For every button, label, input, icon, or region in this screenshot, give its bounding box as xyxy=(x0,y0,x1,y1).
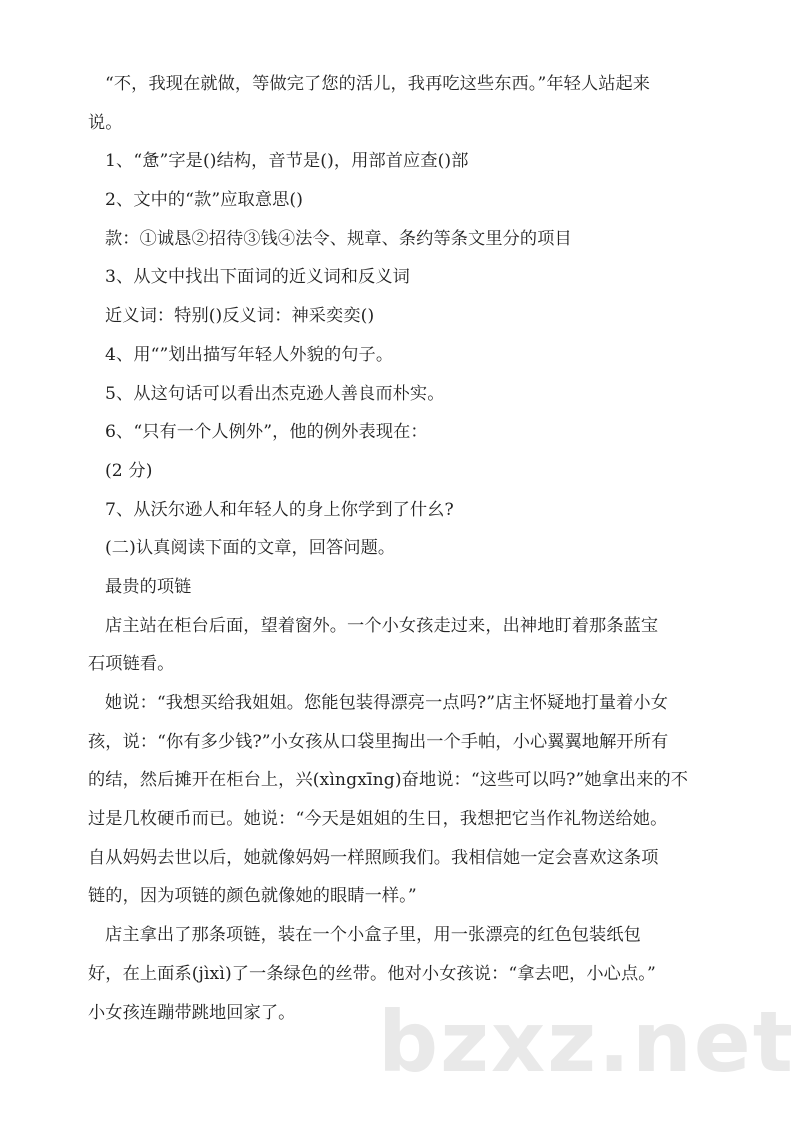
paragraph xyxy=(88,419,728,458)
text-line: 好，在上面系(jìxì)了一条绿色的丝带。他对小女孩说：“拿去吧，小心点。” xyxy=(88,963,656,984)
text-line: 6、“只有一个人例外”，他的例外表现在： xyxy=(105,422,428,443)
paragraph xyxy=(88,187,728,226)
paragraph xyxy=(88,264,728,303)
text-line: 她说：“我想买给我姐姐。您能包装得漂亮一点吗?”店主怀疑地打量着小女 xyxy=(105,693,669,713)
paragraph xyxy=(88,458,728,497)
text-line: 小女孩连蹦带跳地回家了。 xyxy=(88,1002,296,1023)
text-line: (二)认真阅读下面的文章，回答问题。 xyxy=(105,538,396,559)
text-line: 款：①诚恳②招待③钱④法令、规章、条约等条文里分的项目 xyxy=(105,228,572,249)
paragraph xyxy=(88,226,728,265)
paragraph xyxy=(88,613,728,690)
paragraph xyxy=(88,497,728,536)
watermark: bzxz.net xyxy=(378,993,795,1091)
text-line: 自从妈妈去世以后，她就像妈妈一样照顾我们。我相信她一定会喜欢这条项 xyxy=(88,847,659,868)
text-line: 石项链看。 xyxy=(88,654,175,675)
text-line: 店主站在柜台后面，望着窗外。一个小女孩走过来，出神地盯着那条蓝宝 xyxy=(105,615,659,636)
text-line: (2 分) xyxy=(105,460,153,481)
text-line: 链的，因为项链的颜色就像她的眼睛一样。” xyxy=(88,886,417,907)
paragraph xyxy=(88,690,728,922)
paragraph xyxy=(88,574,728,613)
text-line: 2、文中的“款”应取意思() xyxy=(105,190,304,211)
text-line: 的结，然后摊开在柜台上，兴(xìngxīng)奋地说：“这些可以吗?”她拿出来的不 xyxy=(88,770,689,791)
text-line: 4、用“”划出描写年轻人外貌的句子。 xyxy=(105,344,394,365)
paragraph xyxy=(88,381,728,420)
text-line: 说。 xyxy=(88,112,123,133)
paragraph xyxy=(88,303,728,342)
text-line: 最贵的项链 xyxy=(105,576,192,597)
paragraph xyxy=(88,148,728,187)
paragraph xyxy=(88,71,728,148)
text-line: 7、从沃尔逊人和年轻人的身上你学到了什幺? xyxy=(105,499,454,520)
text-line: 店主拿出了那条项链，装在一个小盒子里，用一张漂亮的红色包装纸包 xyxy=(105,925,641,946)
text-line: 5、从这句话可以看出杰克逊人善良而朴实。 xyxy=(105,383,445,404)
text-line: 过是几枚硬币而已。她说：“今天是姐姐的生日，我想把它当作礼物送给她。 xyxy=(88,809,668,830)
text-line: 孩，说：“你有多少钱?”小女孩从口袋里掏出一个手帕，小心翼翼地解开所有 xyxy=(88,731,669,752)
paragraph xyxy=(88,342,728,381)
text-line: 1、“惫”字是()结构，音节是()，用部首应查()部 xyxy=(105,151,469,172)
text-line: 3、从文中找出下面词的近义词和反义词 xyxy=(105,267,410,288)
text-line: “不，我现在就做，等做完了您的活儿，我再吃这些东西。”年轻人站起来 xyxy=(105,74,651,94)
document-body xyxy=(88,71,728,1038)
text-line: 近义词：特别()反义词：神采奕奕() xyxy=(105,306,375,327)
paragraph xyxy=(88,535,728,574)
